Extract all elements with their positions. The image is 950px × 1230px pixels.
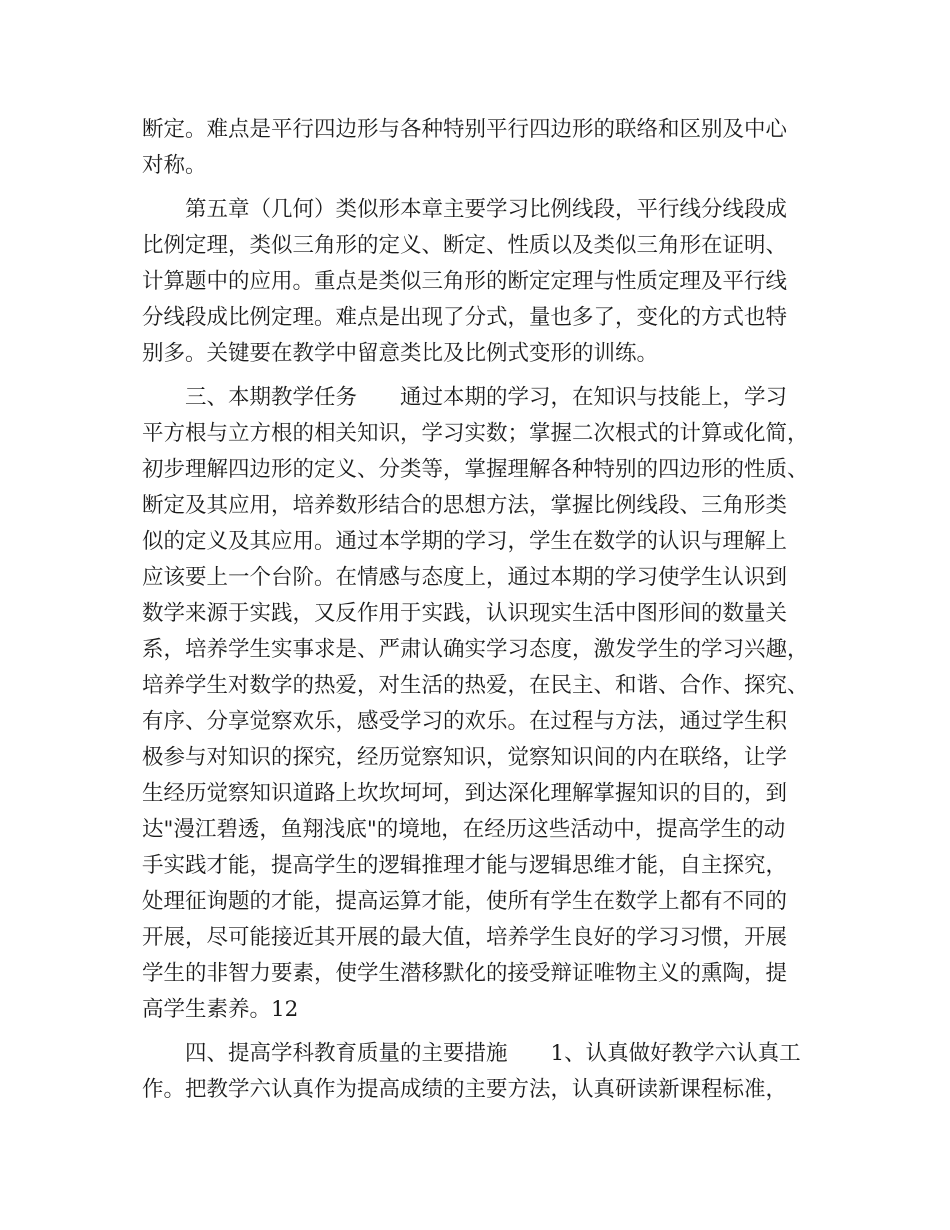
text-line: 分线段成比例定理。难点是出现了分式，量也多了，变化的方式也特 — [142, 305, 788, 330]
text-line: 平方根与立方根的相关知识，学习实数；掌握二次根式的计算或化简， — [142, 421, 809, 446]
text-line: 有序、分享觉察欢乐，感受学习的欢乐。在过程与方法，通过学生积 — [142, 709, 788, 734]
text-line: 高学生素养。12 — [142, 997, 299, 1022]
text-line: 四、提高学科教育质量的主要措施 1、认真做好教学六认真工 — [142, 1041, 801, 1066]
text-line: 学生的非智力要素，使学生潜移默化的接受辩证唯物主义的熏陶，提 — [142, 961, 788, 986]
text-line: 极参与对知识的探究，经历觉察知识，觉察知识间的内在联络，让学 — [142, 745, 788, 770]
text-line: 对称。 — [142, 153, 207, 178]
paragraph — [142, 1036, 822, 1108]
text-line: 比例定理，类似三角形的定义、断定、性质以及类似三角形在证明、 — [142, 233, 788, 258]
text-line: 数学来源于实践，又反作用于实践，认识现实生活中图形间的数量关 — [142, 601, 788, 626]
text-line: 系，培养学生实事求是、严肃认确实学习态度，激发学生的学习兴趣， — [142, 637, 809, 662]
document-body — [142, 112, 822, 1108]
text-line: 应该要上一个台阶。在情感与态度上，通过本期的学习使学生认识到 — [142, 565, 788, 590]
text-line: 似的定义及其应用。通过本学期的学习，学生在数学的认识与理解上 — [142, 529, 788, 554]
text-line: 别多。关键要在教学中留意类比及比例式变形的训练。 — [142, 341, 659, 366]
text-line: 作。把教学六认真作为提高成绩的主要方法，认真研读新课程标准， — [142, 1077, 788, 1102]
paragraph — [142, 112, 822, 184]
text-line: 达"漫江碧透，鱼翔浅底"的境地，在经历这些活动中，提高学生的动 — [142, 817, 786, 842]
text-line: 断定及其应用，培养数形结合的思想方法，掌握比例线段、三角形类 — [142, 493, 788, 518]
text-line: 第五章（几何）类似形本章主要学习比例线段，平行线分线段成 — [142, 197, 788, 222]
text-line: 初步理解四边形的定义、分类等，掌握理解各种特别的四边形的性质、 — [142, 457, 809, 482]
text-line: 断定。难点是平行四边形与各种特别平行四边形的联络和区别及中心 — [142, 117, 788, 142]
text-line: 处理征询题的才能，提高运算才能，使所有学生在数学上都有不同的 — [142, 889, 788, 914]
text-line: 培养学生对数学的热爱，对生活的热爱，在民主、和谐、合作、探究、 — [142, 673, 809, 698]
paragraph — [142, 380, 822, 1028]
paragraph — [142, 192, 822, 372]
text-line: 生经历觉察知识道路上坎坎坷坷，到达深化理解掌握知识的目的，到 — [142, 781, 788, 806]
text-line: 三、本期教学任务 通过本期的学习，在知识与技能上，学习 — [142, 385, 788, 410]
text-line: 开展，尽可能接近其开展的最大值，培养学生良好的学习习惯，开展 — [142, 925, 788, 950]
text-line: 计算题中的应用。重点是类似三角形的断定定理与性质定理及平行线 — [142, 269, 788, 294]
text-line: 手实践才能，提高学生的逻辑推理才能与逻辑思维才能，自主探究， — [142, 853, 788, 878]
